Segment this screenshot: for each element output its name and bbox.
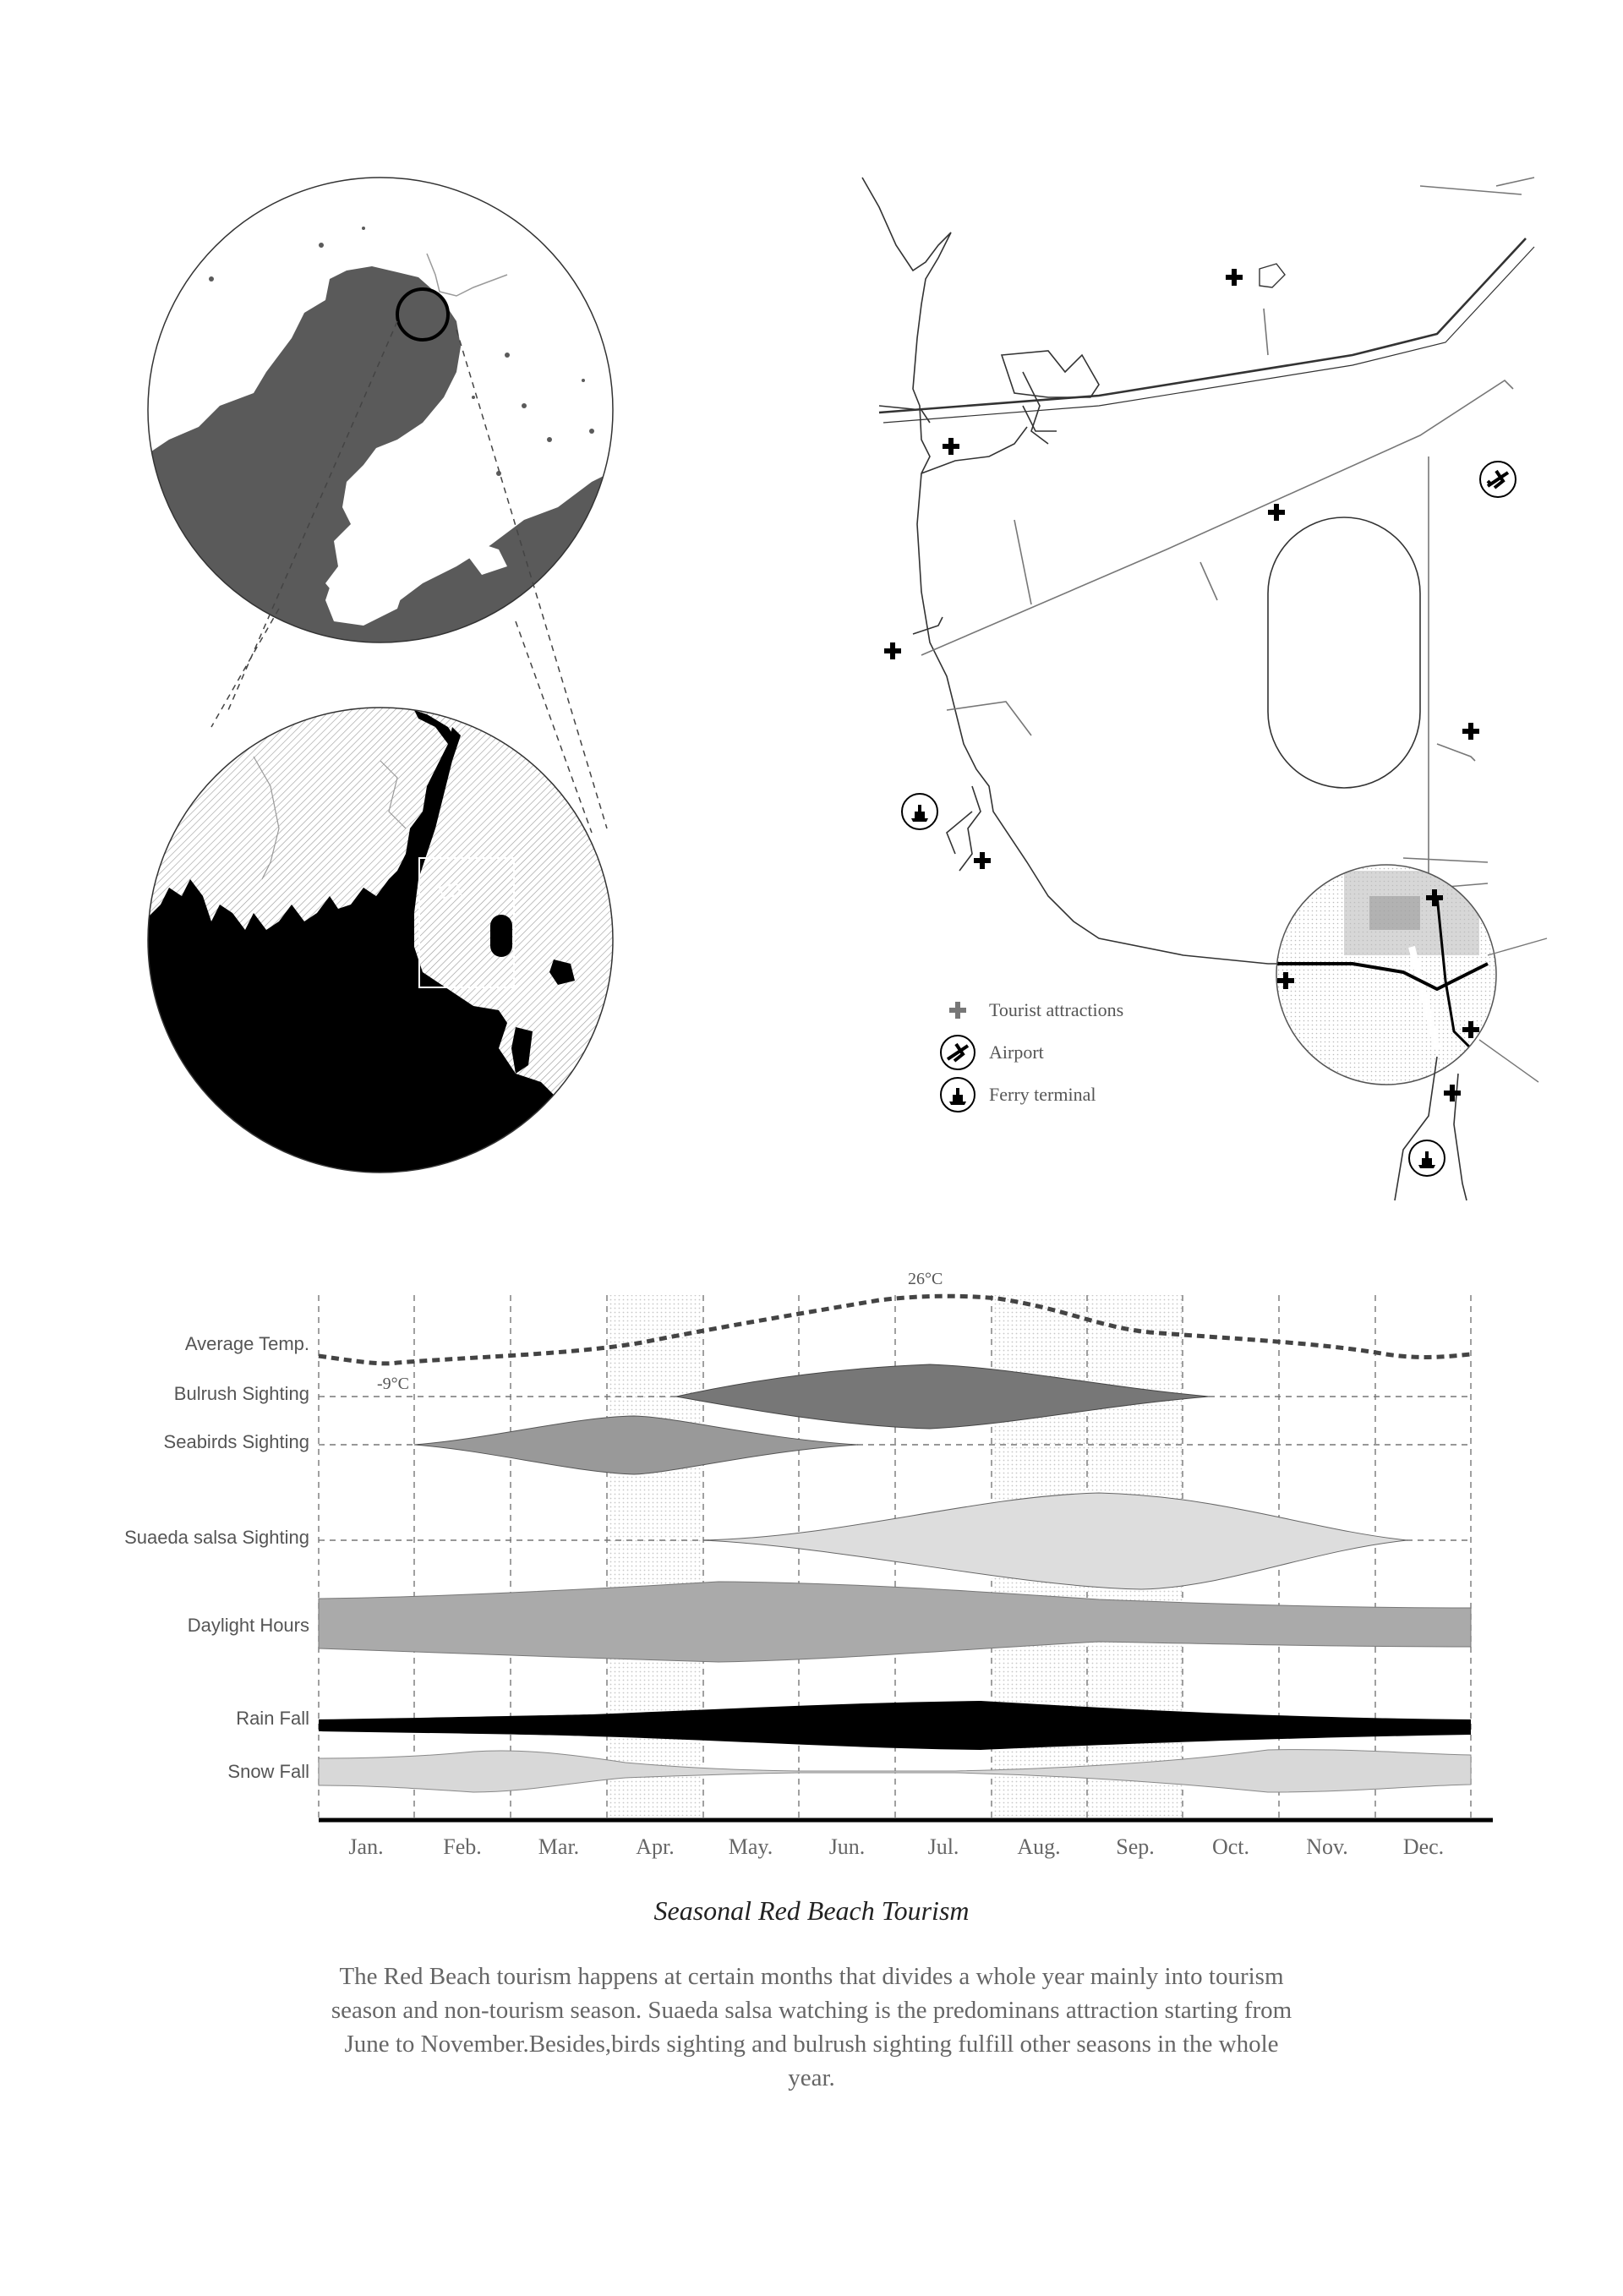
row-label-daylight: Daylight Hours — [187, 1615, 309, 1636]
airport-icon — [1480, 462, 1516, 497]
row-label-bulrush: Bulrush Sighting — [173, 1383, 309, 1404]
legend-item-ferry — [938, 1074, 1260, 1116]
month-label: Mar. — [538, 1834, 580, 1859]
cross-icon — [974, 852, 991, 869]
month-label: Dec. — [1402, 1834, 1445, 1859]
cross-icon — [1444, 1085, 1461, 1102]
month-label: Jan. — [348, 1834, 384, 1859]
cross-icon — [1226, 269, 1243, 286]
legend-label: Tourist attractions — [989, 999, 1124, 1020]
seabirds-shape — [414, 1416, 858, 1474]
legend-item-airport — [938, 1031, 1260, 1074]
month-label: Aug. — [1017, 1834, 1061, 1859]
map-legend — [938, 989, 1260, 1116]
regional-map-circle — [144, 169, 617, 659]
legend-label: Airport — [989, 1041, 1044, 1063]
daylight-shape — [319, 1582, 1471, 1662]
temp-min-label: -9°C — [377, 1375, 409, 1393]
ferry-icon — [902, 794, 937, 829]
month-label: May. — [728, 1834, 773, 1859]
row-label-snowfall: Snow Fall — [227, 1761, 309, 1782]
legend-item-attractions — [938, 989, 1260, 1031]
detail-map-circle — [144, 706, 617, 1184]
cross-icon — [938, 991, 977, 1030]
temp-max-label: 26°C — [908, 1270, 943, 1288]
month-label: Jul. — [927, 1834, 959, 1859]
route-map — [862, 178, 1534, 989]
row-label-seabirds: Seabirds Sighting — [163, 1431, 309, 1452]
cross-icon — [943, 438, 959, 455]
cross-icon — [1268, 504, 1285, 521]
cross-icon — [1462, 723, 1479, 740]
month-label: Feb. — [443, 1834, 482, 1859]
aerial-inset-circle — [1268, 862, 1505, 1091]
row-label-rainfall: Rain Fall — [236, 1708, 309, 1729]
airport-icon — [938, 1033, 977, 1072]
figure-caption: The Red Beach tourism happens at certain months that divides a whole year mainly into tourism season and non-tourism season. Suaeda salsa watching is the predominans attraction starting from June to November.Besides,birds sighting and bulrush sighting fulfill other seasons in the whole year. — [331, 1963, 1292, 2091]
ferry-icon — [1409, 1140, 1445, 1176]
cross-icon — [884, 642, 901, 659]
rainfall-shape — [319, 1701, 1471, 1750]
figure-title: Seasonal Red Beach Tourism — [653, 1895, 970, 1926]
ferry-icon — [938, 1075, 977, 1114]
suaeda-shape — [703, 1493, 1407, 1589]
month-label: Jun. — [828, 1834, 866, 1859]
row-label-average-temp: Average Temp. — [184, 1333, 309, 1354]
month-label: Nov. — [1306, 1834, 1348, 1859]
legend-label: Ferry terminal — [989, 1084, 1096, 1105]
month-label: Sep. — [1116, 1834, 1155, 1859]
snowfall-shape — [319, 1750, 1471, 1792]
month-label: Apr. — [636, 1834, 675, 1859]
month-label: Oct. — [1211, 1834, 1250, 1859]
row-label-suaeda: Suaeda salsa Sighting — [124, 1527, 309, 1548]
